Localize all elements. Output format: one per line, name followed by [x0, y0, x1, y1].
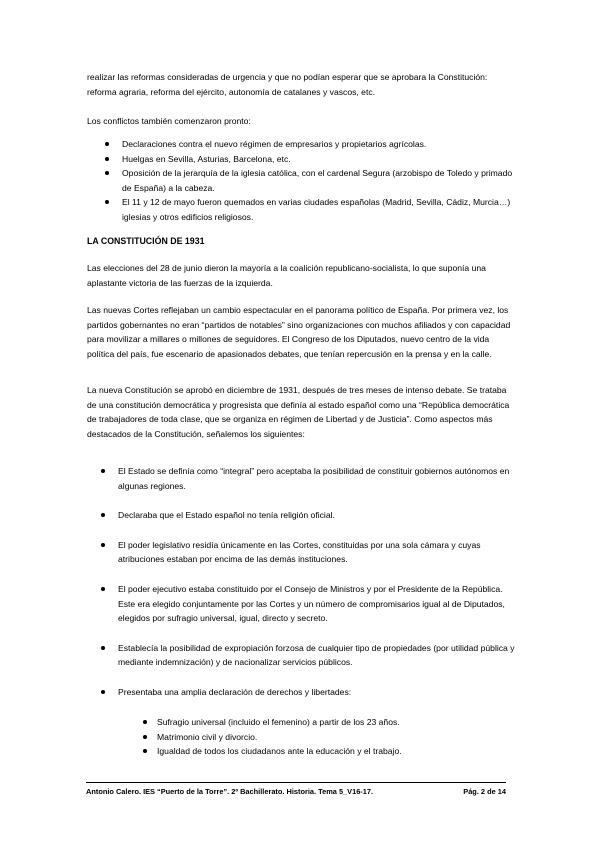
- paragraph-constitution: La nueva Constitución se aprobó en diciembre de 1931, después de tres meses de intenso debate. Se trataba de una constitución democrática y progresista que definía al estado español como una “República democrática de trabajadores de toda clase, que se organiza en régimen de Libertad y de Justicia”. Como aspectos más destacados de la Constitución, señalemos los siguientes:: [87, 385, 510, 439]
- list-item: Declaraciones contra el nuevo régimen de empresarios y propietarios agrícolas.: [105, 137, 517, 152]
- section-title: LA CONSTITUCIÓN DE 1931: [87, 236, 205, 246]
- constitution-points-list: [101, 464, 515, 700]
- footer-author: Antonio Calero. IES “Puerto de la Torre”. 2º Bachillerato. Historia. Tema 5_V16-17.: [86, 787, 374, 796]
- list-item: El Estado se definía como “integral” pero aceptaba la posibilidad de constituir gobiernos autónomos en algunas regiones.: [101, 464, 515, 493]
- footer-divider: [86, 782, 506, 783]
- list-item: Sufragio universal (incluido el femenino) a partir de los 23 años.: [143, 715, 503, 730]
- conflicts-list: [105, 137, 517, 225]
- list-item: El 11 y 12 de mayo fueron quemados en varias ciudades españolas (Madrid, Sevilla, Cádiz, Murcia…) iglesias y otros edificios religiosos.: [105, 195, 517, 224]
- list-item: Declaraba que el Estado español no tenía religión oficial.: [101, 508, 515, 523]
- conflicts-intro: Los conflictos también comenzaron pronto:: [87, 116, 251, 126]
- page-number: Pág. 2 de 14: [463, 787, 506, 796]
- list-item: El poder ejecutivo estaba constituido por el Consejo de Ministros y por el Presidente de la República. Este era elegido conjuntamente por las Cortes y un número de compromisarios igual al de Diputados, elegidos por sufragio universal, igual, directo y secreto.: [101, 582, 515, 626]
- list-item: Huelgas en Sevilla, Asturias, Barcelona, etc.: [105, 152, 517, 167]
- list-item: Oposición de la jerarquía de la iglesia católica, con el cardenal Segura (arzobispo de Toledo y primado de España) a la cabeza.: [105, 166, 517, 195]
- list-item: Establecía la posibilidad de expropiación forzosa de cualquier tipo de propiedades (por utilidad pública y mediante indemnización) y de nacionalizar servicios públicos.: [101, 641, 515, 670]
- list-item: Presentaba una amplia declaración de derechos y libertades:: [101, 685, 515, 700]
- list-item: Igualdad de todos los ciudadanos ante la educación y el trabajo.: [143, 744, 503, 759]
- list-item: El poder legislativo residía únicamente en las Cortes, constituidas por una sola cámara y cuyas atribuciones estaban por encima de las demás instituciones.: [101, 538, 515, 567]
- rights-list: [143, 715, 503, 759]
- list-item: Matrimonio civil y divorcio.: [143, 730, 503, 745]
- paragraph-elections: Las elecciones del 28 de junio dieron la mayoría a la coalición republicano-socialista, lo que suponía una aplastante victoria de las fuerzas de la izquierda.: [87, 263, 486, 288]
- paragraph-cortes: Las nuevas Cortes reflejaban un cambio espectacular en el panorama político de España. Por primera vez, los partidos gobernantes no eran “partidos de notables” sino organizaciones con muchos afiliados y con capacidad para movilizar a millares o millones de seguidores. El Congreso de los Diputados, nuevo centro de la vida política del país, fue escenario de apasionados debates, que tenían repercusión en la prensa y en la calle.: [87, 305, 511, 359]
- intro-continuation: realizar las reformas consideradas de urgencia y que no podían esperar que se aprobara la Constitución: reforma agraria, reforma del ejército, autonomía de catalanes y vascos, etc.: [87, 72, 488, 97]
